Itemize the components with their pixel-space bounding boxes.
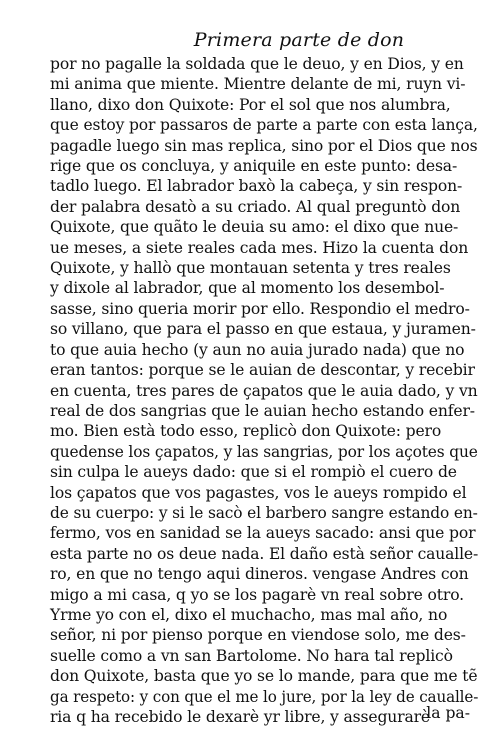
text-line: sin culpa le aueys dado: que si el rompiò el cuero de xyxy=(50,463,457,482)
text-line: ue meses, a siete reales cada mes. Hizo la cuenta don xyxy=(50,238,469,257)
text-line: migo a mi casa, q yo se los pagarè vn real sobre otro. xyxy=(50,585,464,604)
text-line: los çapatos que vos pagastes, vos le aueys rompido el xyxy=(50,483,467,502)
text-line: tadlo luego. El labrador baxò la cabeça, y sin respon- xyxy=(50,177,463,196)
body-text xyxy=(50,54,478,727)
text-line: Yrme yo con el, dixo el muchacho, mas mal año, no xyxy=(50,605,448,624)
text-line: to que auia hecho (y aun no auia jurado nada) que no xyxy=(50,340,465,359)
text-line: der palabra desatò a su criado. Al qual preguntò don xyxy=(50,197,461,216)
text-line: rige que os concluya, y aniquile en este punto: desa- xyxy=(50,157,458,176)
text-line: mi anima que miente. Mientre delante de mi, ruyn vi- xyxy=(50,75,466,94)
text-line: don Quixote, basta que yo se lo mande, para que me tẽ xyxy=(50,667,478,686)
text-line: pagadle luego sin mas replica, sino por el Dios que nos xyxy=(50,136,478,155)
text-line: de su cuerpo: y si le sacò el barbero sangre estando en- xyxy=(50,503,478,522)
text-line: ga respeto: y con que el me lo jure, por la ley de caualle- xyxy=(50,687,479,706)
running-head: Primera parte de don xyxy=(193,29,405,51)
text-line: ro, en que no tengo aqui dineros. vengase Andres con xyxy=(50,565,469,584)
text-line: fermo, vos en sanidad se la aueys sacado: ansi que por xyxy=(50,524,476,543)
text-line: y dixole al labrador, que al momento los desembol- xyxy=(50,279,445,298)
text-line: sasse, sino queria morir por ello. Respondio el medro- xyxy=(50,299,470,318)
text-line: real de dos sangrias que le auian hecho estando enfer- xyxy=(50,401,475,420)
text-line: llano, dixo don Quixote: Por el sol que nos alumbra, xyxy=(50,95,451,114)
text-line: ria q ha recebido le dexarè yr libre, y assegurarè xyxy=(50,708,431,726)
catchword: la pa- xyxy=(426,704,470,722)
text-line: Quixote, que quãto le deuia su amo: el dixo que nue- xyxy=(50,218,459,237)
text-line: señor, ni por pienso porque en viendose solo, me des- xyxy=(50,626,466,645)
text-line: mo. Bien està todo esso, replicò don Quixote: pero xyxy=(50,422,442,441)
text-line: eran tantos: porque se le auian de descontar, y recebir xyxy=(50,361,475,380)
text-line: por no pagalle la soldada que le deuo, y en Dios, y en xyxy=(50,55,464,73)
text-line: en cuenta, tres pares de çapatos que le auia dado, y vn xyxy=(50,381,478,400)
text-line: Quixote, y hallò que montauan setenta y tres reales xyxy=(50,259,451,278)
text-line: quedense los çapatos, y las sangrias, por los açotes que xyxy=(50,442,478,461)
text-line: esta parte no os deue nada. El daño està señor caualle- xyxy=(50,544,479,563)
text-line: so villano, que para el passo en que estaua, y juramen- xyxy=(50,320,476,339)
text-line: suelle como a vn san Bartolome. No hara tal replicò xyxy=(50,646,453,665)
text-line: que estoy por passaros de parte a parte con esta lança, xyxy=(50,116,478,135)
